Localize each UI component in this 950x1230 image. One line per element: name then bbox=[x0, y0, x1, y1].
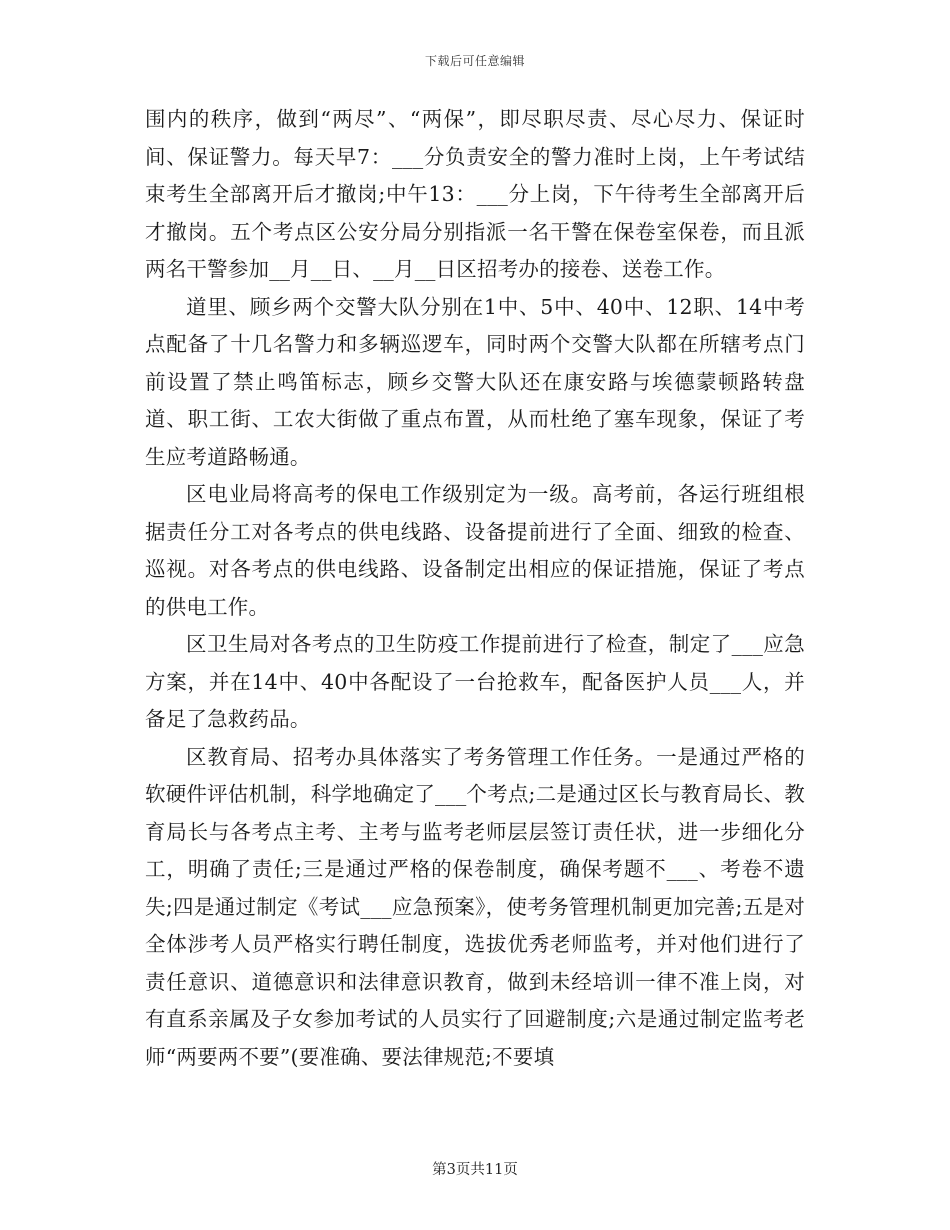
paragraph-health-bureau: 区卫生局对各考点的卫生防疫工作提前进行了检查，制定了___应急方案，并在14中、40中各配设了一台抢救车，配备医护人员___人，并备足了急救药品。 bbox=[145, 632, 805, 731]
page-header: 下载后可任意编辑 bbox=[424, 54, 525, 68]
paragraph-security-duty: 围内的秩序，做到“两尽”、“两保”，即尽职尽责、尽心尽力、保证时间、保证警力。每天早7：___分负责安全的警力准时上岗，上午考试结束考生全部离开后才撤岗;中午13：___分上岗，下午待考生全部离开后才撤岗。五个考点区公安分局分别指派一名干警在保卷室保卷，而且派两名干警参加__月__日、__月__日区招考办的接卷、送卷工作。 bbox=[145, 107, 805, 281]
paragraph-traffic-police: 道里、顾乡两个交警大队分别在1中、5中、40中、12职、14中考点配备了十几名警力和多辆巡逻车，同时两个交警大队都在所辖考点门前设置了禁止鸣笛标志，顾乡交警大队还在康安路与埃德蒙顿路转盘道、职工街、工农大街做了重点布置，从而杜绝了塞车现象，保证了考生应考道路畅通。 bbox=[145, 294, 805, 469]
paragraph-power-bureau: 区电业局将高考的保电工作级别定为一级。高考前，各运行班组根据责任分工对各考点的供电线路、设备提前进行了全面、细致的检查、巡视。对各考点的供电线路、设备制定出相应的保证措施，保证了考点的供电工作。 bbox=[145, 482, 805, 619]
page-number: 第3页共11页 bbox=[432, 1162, 518, 1178]
paragraph-education-bureau: 区教育局、招考办具体落实了考务管理工作任务。一是通过严格的软硬件评估机制，科学地确定了___个考点;二是通过区长与教育局长、教育局长与各考点主考、主考与监考老师层层签订责任状，进一步细化分工，明确了责任;三是通过严格的保卷制度，确保考题不___、考卷不遗失;四是通过制定《考试___应急预案》，使考务管理机制更加完善;五是对全体涉考人员严格实行聘任制度，选拔优秀老师监考，并对他们进行了责任意识、道德意识和法律意识教育，做到未经培训一律不准上岗，对有直系亲属及子女参加考试的人员实行了回避制度;六是通过制定监考老师“两要两不要”(要准确、要法律规范;不要填 bbox=[145, 744, 805, 1069]
document-body bbox=[145, 101, 805, 1076]
